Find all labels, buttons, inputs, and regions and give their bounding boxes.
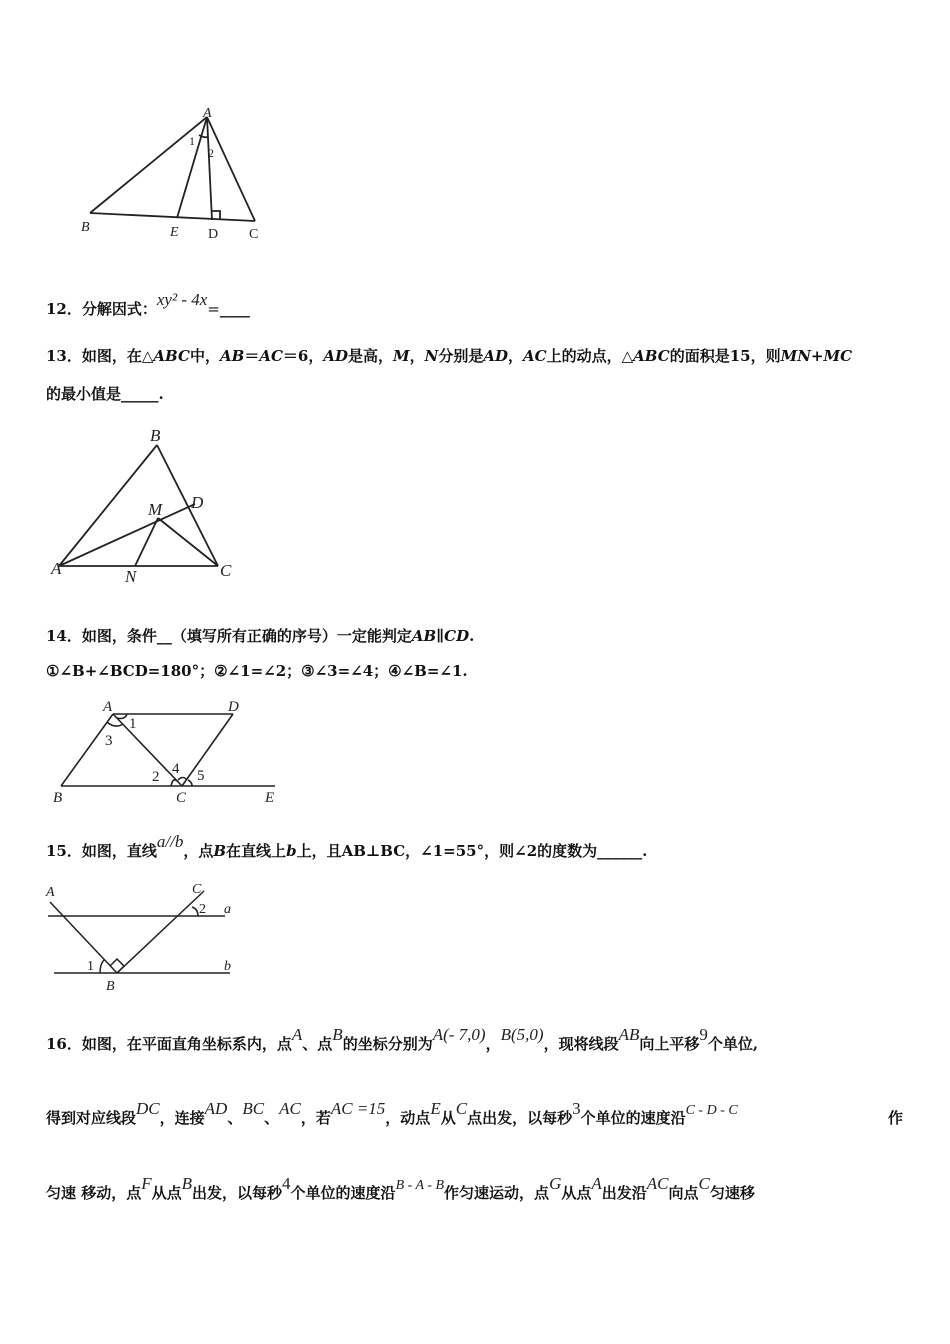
q14-angle-1: 1 xyxy=(129,716,137,732)
q11-angle-1: 1 xyxy=(189,134,195,148)
q11-angle-2: 2 xyxy=(208,146,214,160)
q11-label-e: E xyxy=(170,225,179,240)
q16-point-b: B xyxy=(332,1025,343,1044)
q16-text: 如图，在平面直角坐标系内，点 xyxy=(81,1035,292,1053)
q13-text: 中， xyxy=(189,347,220,365)
q14-conditions-text: ①∠B+∠BCD=180°；②∠1=∠2；③∠3=∠4；④∠B=∠1. xyxy=(46,662,468,680)
q13-ad: AD xyxy=(323,347,348,365)
q14-angle-2: 2 xyxy=(152,769,160,785)
q16-nine: 9 xyxy=(699,1025,708,1044)
q16-text: 个单位的速度沿 xyxy=(290,1184,396,1202)
q13-m: M xyxy=(393,347,410,365)
q15-number: 15． xyxy=(46,842,82,860)
q16-text: 、 xyxy=(264,1109,280,1127)
q16-text: 向上平移 xyxy=(639,1035,700,1053)
q16-segment-bc: BC xyxy=(242,1099,265,1118)
q16-text: 的坐标分别为 xyxy=(342,1035,433,1053)
q16-text: 点出发，以每秒 xyxy=(467,1109,573,1127)
q13-ac: AC xyxy=(523,347,547,365)
q13-answer-blank: _____ xyxy=(121,385,159,403)
q16-text: 作匀速运动，点 xyxy=(444,1184,550,1202)
q16-text: ，动点 xyxy=(385,1109,431,1127)
q16-text: 个单位的速度沿 xyxy=(580,1109,686,1127)
q13-ac: AC xyxy=(259,347,283,365)
q16-text: 匀速移 xyxy=(709,1184,755,1202)
q16-ac-equation: AC =15 xyxy=(330,1099,386,1118)
q13-text: ， xyxy=(409,347,425,365)
q11-label-b: B xyxy=(81,220,90,235)
q13-label-n: N xyxy=(125,567,137,586)
q16-text: 得到对应线段 xyxy=(46,1109,137,1127)
q16-text: 匀速 移动，点 xyxy=(46,1184,142,1202)
q16-point-c: C xyxy=(455,1099,468,1118)
q13-abc: ABC xyxy=(633,347,670,365)
q16-path-cdc: C - D - C xyxy=(685,1103,738,1118)
question-16-line-2 xyxy=(46,1099,904,1128)
q13-text: 如图，在△ xyxy=(81,347,154,365)
q13-text: 的最小值是 xyxy=(46,385,122,403)
q16-number: 16． xyxy=(46,1035,82,1053)
q13-ad: AD xyxy=(483,347,509,365)
q13-ab: AB xyxy=(219,347,245,365)
q12-answer-blank: ____ xyxy=(219,300,250,318)
q16-text: 个单位, xyxy=(707,1035,759,1053)
q16-text: 、 xyxy=(227,1109,243,1127)
q14-label-e: E xyxy=(265,790,275,806)
question-14-line-1 xyxy=(46,625,474,646)
q11-triangle-figure xyxy=(70,105,280,245)
q15-label-c: C xyxy=(192,882,202,897)
question-13-line-2 xyxy=(46,383,164,404)
q16-text: 从点 xyxy=(151,1184,182,1202)
q13-text: ， xyxy=(508,347,524,365)
q11-label-c: C xyxy=(249,227,259,242)
q13-mnmc: MN+MC xyxy=(780,347,853,365)
q14-label-b: B xyxy=(53,790,63,806)
q12-number: 12． xyxy=(46,300,82,318)
q15-answer-blank: ______ xyxy=(597,842,643,860)
q16-point-g: G xyxy=(549,1174,562,1193)
q13-label-b: B xyxy=(150,426,161,445)
q16-text: 出发沿 xyxy=(601,1184,647,1202)
q15-line-b: b xyxy=(286,842,297,860)
q15-line-b-label: b xyxy=(224,959,231,974)
q14-text: （填写所有正确的序号）一定能判定 xyxy=(171,627,412,645)
q15-parallel-lines-figure xyxy=(40,878,250,998)
q14-angle-5: 5 xyxy=(197,768,205,784)
q16-text: 出发，以每秒 xyxy=(192,1184,283,1202)
question-12 xyxy=(46,290,250,319)
q16-point-f: F xyxy=(141,1174,152,1193)
q13-label-m: M xyxy=(148,500,163,519)
q13-n: N xyxy=(424,347,439,365)
q14-text: 如图，条件 xyxy=(81,627,157,645)
q15-label-b: B xyxy=(106,979,115,994)
q14-answer-blank: __ xyxy=(156,627,172,645)
q16-text: ，连接 xyxy=(159,1109,205,1127)
q13-text: . xyxy=(158,385,164,403)
q16-coord-a: A(- 7,0) xyxy=(432,1025,486,1044)
q15-text: 在直线上 xyxy=(226,842,287,860)
q15-text: 上，且AB⊥BC，∠1=55°，则∠2的度数为 xyxy=(296,842,598,860)
q16-segment-ad: AD xyxy=(204,1099,228,1118)
q13-text: 是高， xyxy=(348,347,394,365)
q11-label-a: A xyxy=(203,106,212,121)
q13-abc: ABC xyxy=(153,347,190,365)
q15-text: ，点 xyxy=(183,842,214,860)
q13-text: 的面积是15，则 xyxy=(669,347,781,365)
question-15 xyxy=(46,832,648,861)
q16-point-a: A xyxy=(291,1025,303,1044)
q16-text: 向点 xyxy=(668,1184,699,1202)
q13-text: 分别是 xyxy=(438,347,484,365)
q16-point-c: C xyxy=(698,1174,710,1193)
question-16-line-1 xyxy=(46,1025,759,1054)
q16-text: 从 xyxy=(440,1109,456,1127)
q15-text: . xyxy=(642,842,648,860)
q16-four: 4 xyxy=(282,1174,291,1193)
q14-angle-4: 4 xyxy=(172,761,180,777)
q16-path-bab: B - A - B xyxy=(395,1178,445,1193)
q14-label-a: A xyxy=(103,699,113,715)
q13-label-d: D xyxy=(191,493,204,512)
question-16-line-3 xyxy=(46,1174,755,1203)
q14-number: 14． xyxy=(46,627,82,645)
q16-text: 从点 xyxy=(561,1184,592,1202)
q14-label-d: D xyxy=(228,699,239,715)
q16-point-e: E xyxy=(430,1099,441,1118)
q13-text: ＝6， xyxy=(282,347,324,365)
q14-angle-3: 3 xyxy=(105,733,113,749)
q15-text: 如图，直线 xyxy=(81,842,157,860)
q16-point-b: B xyxy=(181,1174,193,1193)
q12-text: 分解因式： xyxy=(81,300,157,318)
q16-segment-dc: DC xyxy=(136,1099,160,1118)
q14-label-c: C xyxy=(176,790,187,806)
q15-parallel-expression: a//b xyxy=(156,832,184,851)
q16-text: ，现将线段 xyxy=(543,1035,619,1053)
q16-segment-ac: AC xyxy=(646,1174,669,1193)
q16-text: ， xyxy=(485,1035,501,1053)
q14-text: . xyxy=(469,627,475,645)
question-14-conditions xyxy=(46,660,468,681)
q14-parallelogram-figure xyxy=(45,695,285,810)
q16-text: ，若 xyxy=(300,1109,331,1127)
q15-line-a: a xyxy=(224,902,231,917)
q13-text: ＝ xyxy=(244,347,260,365)
q13-label-c: C xyxy=(220,561,232,580)
q11-label-d: D xyxy=(208,227,219,242)
q12-equals: = xyxy=(207,300,220,318)
q16-coord-b: B(5,0) xyxy=(500,1025,544,1044)
q15-point-b: B xyxy=(213,842,227,860)
q16-segment-ac: AC xyxy=(279,1099,301,1118)
q15-angle-1: 1 xyxy=(87,959,94,974)
q16-text: 、点 xyxy=(302,1035,333,1053)
question-13-line-1 xyxy=(46,345,852,366)
q13-number: 13． xyxy=(46,347,82,365)
q16-point-a: A xyxy=(591,1174,602,1193)
q15-label-a: A xyxy=(46,885,55,900)
q13-text: 上的动点，△ xyxy=(546,347,634,365)
q16-text: 作 xyxy=(888,1109,904,1127)
q16-three: 3 xyxy=(572,1099,581,1118)
q13-label-a: A xyxy=(51,559,62,578)
q15-angle-2: 2 xyxy=(199,902,206,917)
q16-segment-ab: AB xyxy=(618,1025,640,1044)
q14-ab-parallel-cd: AB∥CD xyxy=(411,627,470,645)
q12-expression: xy² - 4x xyxy=(156,290,208,309)
q13-triangle-figure xyxy=(45,422,245,587)
